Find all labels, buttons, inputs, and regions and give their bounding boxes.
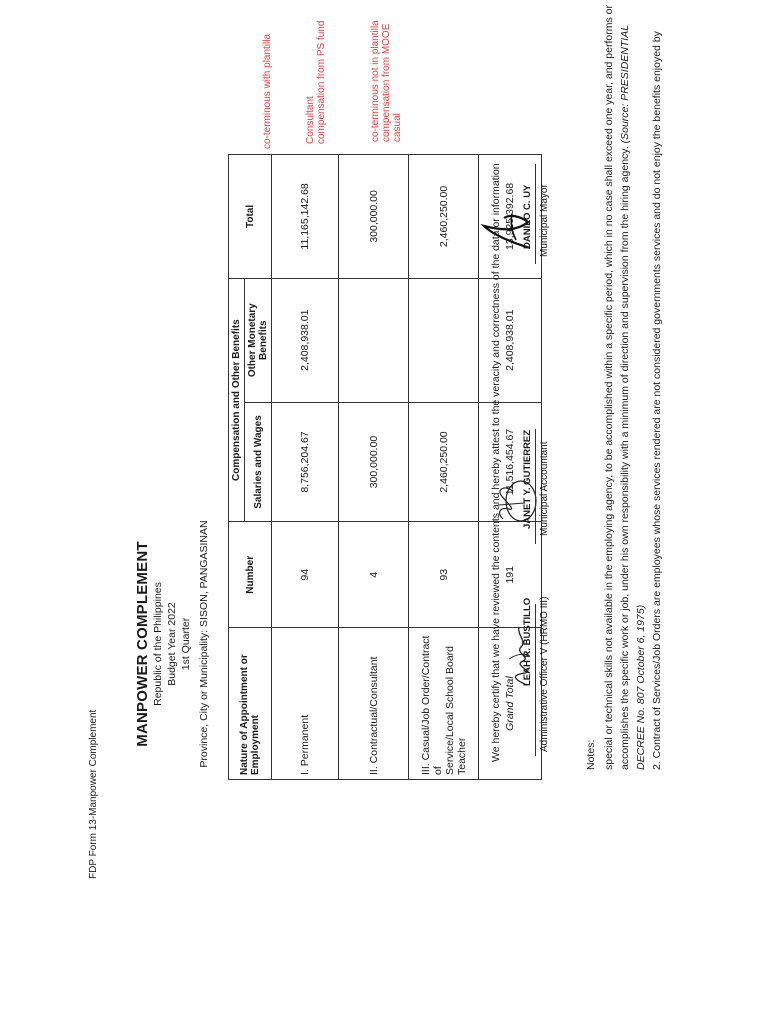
table-header-row [229,155,245,780]
row-salaries: 8,756,204.67 [272,402,339,522]
grand-total-other-benefits: 2,408,938.01 [479,278,542,402]
row-salaries: 2,460,250.00 [409,402,479,522]
signatory-title: Administrative Officer V (HRMO III) [539,596,550,752]
table-row [272,155,339,780]
row-nature: II. Contractual/Consultant [339,628,409,780]
note-line: DECREE No. 807 October 6, 1975) [635,604,647,770]
table-row [409,155,479,780]
signature-gutierrez [495,469,540,529]
signature-line [535,164,536,264]
row-number: 94 [272,522,339,628]
row-nature-line: III. Casual/Job Order/Contract of [419,635,444,775]
note-line [619,25,631,770]
signature-line [535,429,536,544]
row-other-benefits [339,278,409,402]
row-nature: I. Permanent [272,628,339,780]
annotation-casual [370,20,403,142]
row-salaries: 300,000.00 [339,402,409,522]
form-number: FDP Form 13-Manpower Complement [88,709,99,879]
row-other-benefits [409,278,479,402]
republic-line: Republic of the Philippines [152,582,164,706]
certification-text: We hereby certify that we have reviewed the contents and hereby attest to the veracity and correctness of the data or information [490,163,502,762]
grand-total-label: Grand Total [479,628,542,780]
annotation-line: compensation from PS fund [316,20,327,144]
row-number: 93 [409,522,479,628]
header-nature: Nature of Appointment or Employment [229,628,272,780]
document-title: MANPOWER COMPLEMENT [134,541,151,747]
note-line: 2. Contract of Services/Job Orders are employees whose services rendered are not considered governments services and do not enjoy the benefits enjoyed by [651,31,663,770]
table-row [339,155,409,780]
quarter-line: 1st Quarter [180,617,192,671]
row-total: 11,165,142.68 [272,155,339,279]
annotation-line: compensation from MOOE [381,23,392,142]
row-number: 4 [339,522,409,628]
row-total: 2,460,250.00 [409,155,479,279]
signatory-name: JANET Y. GUTIERREZ [522,429,533,529]
notes-label: Notes: [585,739,597,770]
grand-total-total: 13,925,392.68 [479,155,542,279]
grand-total-salaries: 11,516,454.67 [479,402,542,522]
note-line: special or technical skills not available in the employing agency, to be accomplished within a specific period, which in no case shall exceed one year, and performs or [603,5,615,770]
note-line-text: accomplishes the specific work or job, under his own responsibility with a minimum of direction and supervision from the hiring agency. [619,146,631,770]
row-other-benefits: 2,408,938.01 [272,278,339,402]
signature-line [535,604,536,756]
annotation-line: casual [392,113,403,142]
header-salaries: Salaries and Wages [245,402,272,522]
annotation-line: co-terminous not in plantilla [370,20,381,142]
grand-total-number: 191 [479,522,542,628]
signatory-title: Municipal Accountant [539,441,550,536]
header-number: Number [229,522,272,628]
row-nature-line: Service/Local School Board Teacher [443,646,468,775]
signatory-name: DANILO C. UY [522,184,533,249]
header-total: Total [229,155,272,279]
row-total: 300,000.00 [339,155,409,279]
header-other-benefits: Other Monetary Benefits [245,278,272,402]
budget-year-line: Budget Year 2022 [166,602,178,686]
annotation-permanent: co-terminous with plantilla [262,33,273,149]
row-nature [409,628,479,780]
header-compensation: Compensation and Other Benefits [229,278,245,522]
location-line: Province, City or Municipality: SISON, PANGASINAN [198,520,210,768]
note-source: (Source: PRESIDENTIAL [619,24,631,144]
signatory-title: Municipal Mayor [539,184,550,257]
annotation-contract [305,21,327,144]
annotation-line: Consultant [305,96,316,144]
signatory-name: LEAH R. BUSTILLO [522,597,533,686]
